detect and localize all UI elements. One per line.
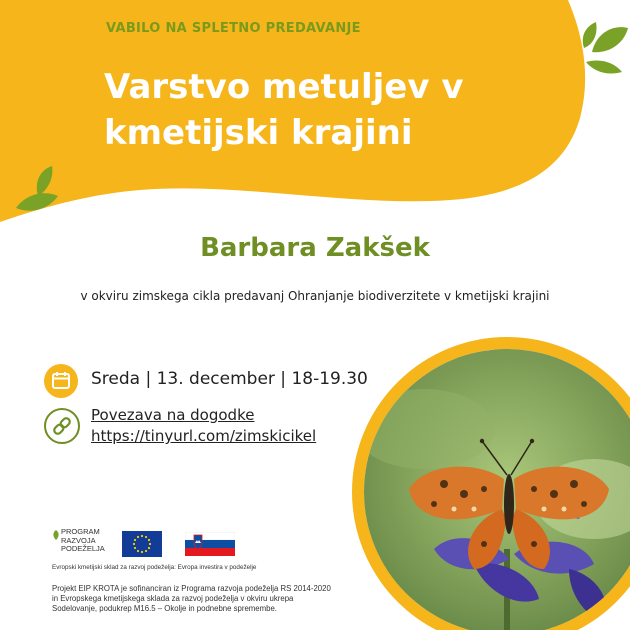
lecture-series: v okviru zimskega cikla predavanj Ohranjanje biodiverzitete v kmetijski krajini xyxy=(80,289,550,303)
link-icon xyxy=(44,408,80,444)
funds-caption: Evropski kmetijski sklad za razvoj podeželja: Evropa investira v podeželje xyxy=(52,564,257,571)
event-link-url[interactable]: https://tinyurl.com/zimskicikel xyxy=(91,427,317,445)
program-razvoja-podezelja-logo xyxy=(52,528,114,562)
leaf-top-right xyxy=(583,22,628,74)
event-datetime: Sreda | 13. december | 18-19.30 xyxy=(91,369,368,389)
slovenia-flag-logo xyxy=(185,532,235,556)
event-kicker: VABILO NA SPLETNO PREDAVANJE xyxy=(106,21,361,36)
funding-footnote: Projekt EIP KROTA je sofinanciran iz Programa razvoja podeželja RS 2014-2020 in Evropskega kmetijskega sklada za razvoj podeželja v okviru ukrepa Sodelovanje, podukrep M16.5 – Okolje in podnebne spremembe. xyxy=(52,584,331,614)
lecture-title: Varstvo metuljev v kmetijski krajini xyxy=(104,67,464,153)
calendar-icon xyxy=(44,364,78,398)
eu-flag-logo xyxy=(122,531,162,557)
speaker-name: Barbara Zakšek xyxy=(200,233,430,263)
program-logo-text: PROGRAM RAZVOJA PODEŽELJA xyxy=(61,527,105,553)
event-link-label[interactable]: Povezava na dogodke xyxy=(91,406,255,424)
